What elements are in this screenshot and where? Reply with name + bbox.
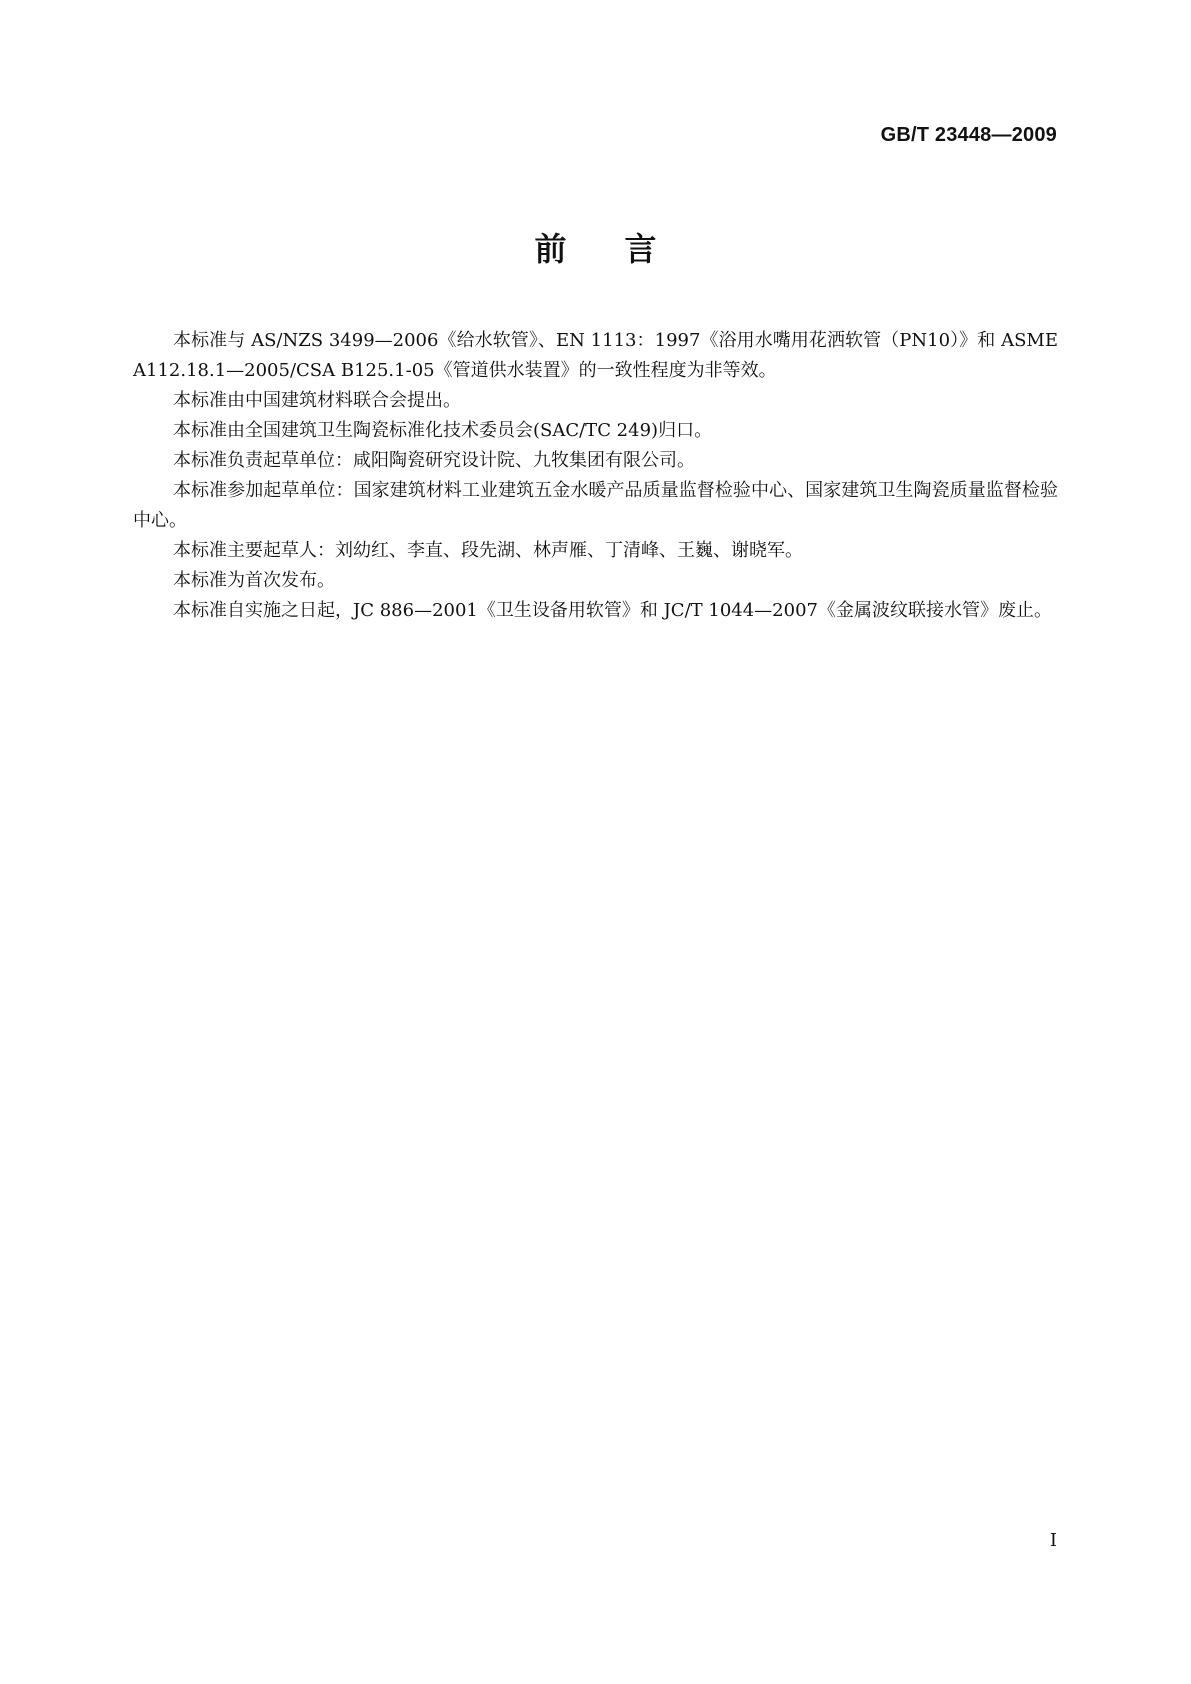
paragraph-conformity: 本标准与 AS/NZS 3499—2006《给水软管》、EN 1113：1997《浴用水嘴用花洒软管（PN10）》和 ASME A112.18.1—2005/CSA B125.1-05《管道供水装置》的一致性程度为非等效。 bbox=[133, 330, 1058, 381]
paragraph-participating-drafters: 本标准参加起草单位：国家建筑材料工业建筑五金水暖产品质量监督检验中心、国家建筑卫生陶瓷质量监督检验中心。 bbox=[133, 480, 1058, 531]
page-number: I bbox=[1049, 1530, 1057, 1551]
paragraph-main-drafters: 本标准主要起草人：刘幼红、李直、段先湖、林声雁、丁清峰、王巍、谢晓军。 bbox=[173, 540, 803, 561]
paragraph-lead-drafters: 本标准负责起草单位：咸阳陶瓷研究设计院、九牧集团有限公司。 bbox=[173, 450, 695, 471]
standard-number: GB/T 23448—2009 bbox=[880, 124, 1057, 146]
paragraph-first-release: 本标准为首次发布。 bbox=[173, 570, 335, 591]
paragraph-committee: 本标准由全国建筑卫生陶瓷标准化技术委员会(SAC/TC 249)归口。 bbox=[173, 420, 713, 441]
paragraph-superseded: 本标准自实施之日起，JC 886—2001《卫生设备用软管》和 JC/T 1044—2007《金属波纹联接水管》废止。 bbox=[173, 600, 1052, 621]
page-title: 前言 bbox=[534, 230, 715, 268]
paragraph-proposer: 本标准由中国建筑材料联合会提出。 bbox=[173, 390, 461, 411]
foreword-body bbox=[133, 326, 1058, 626]
